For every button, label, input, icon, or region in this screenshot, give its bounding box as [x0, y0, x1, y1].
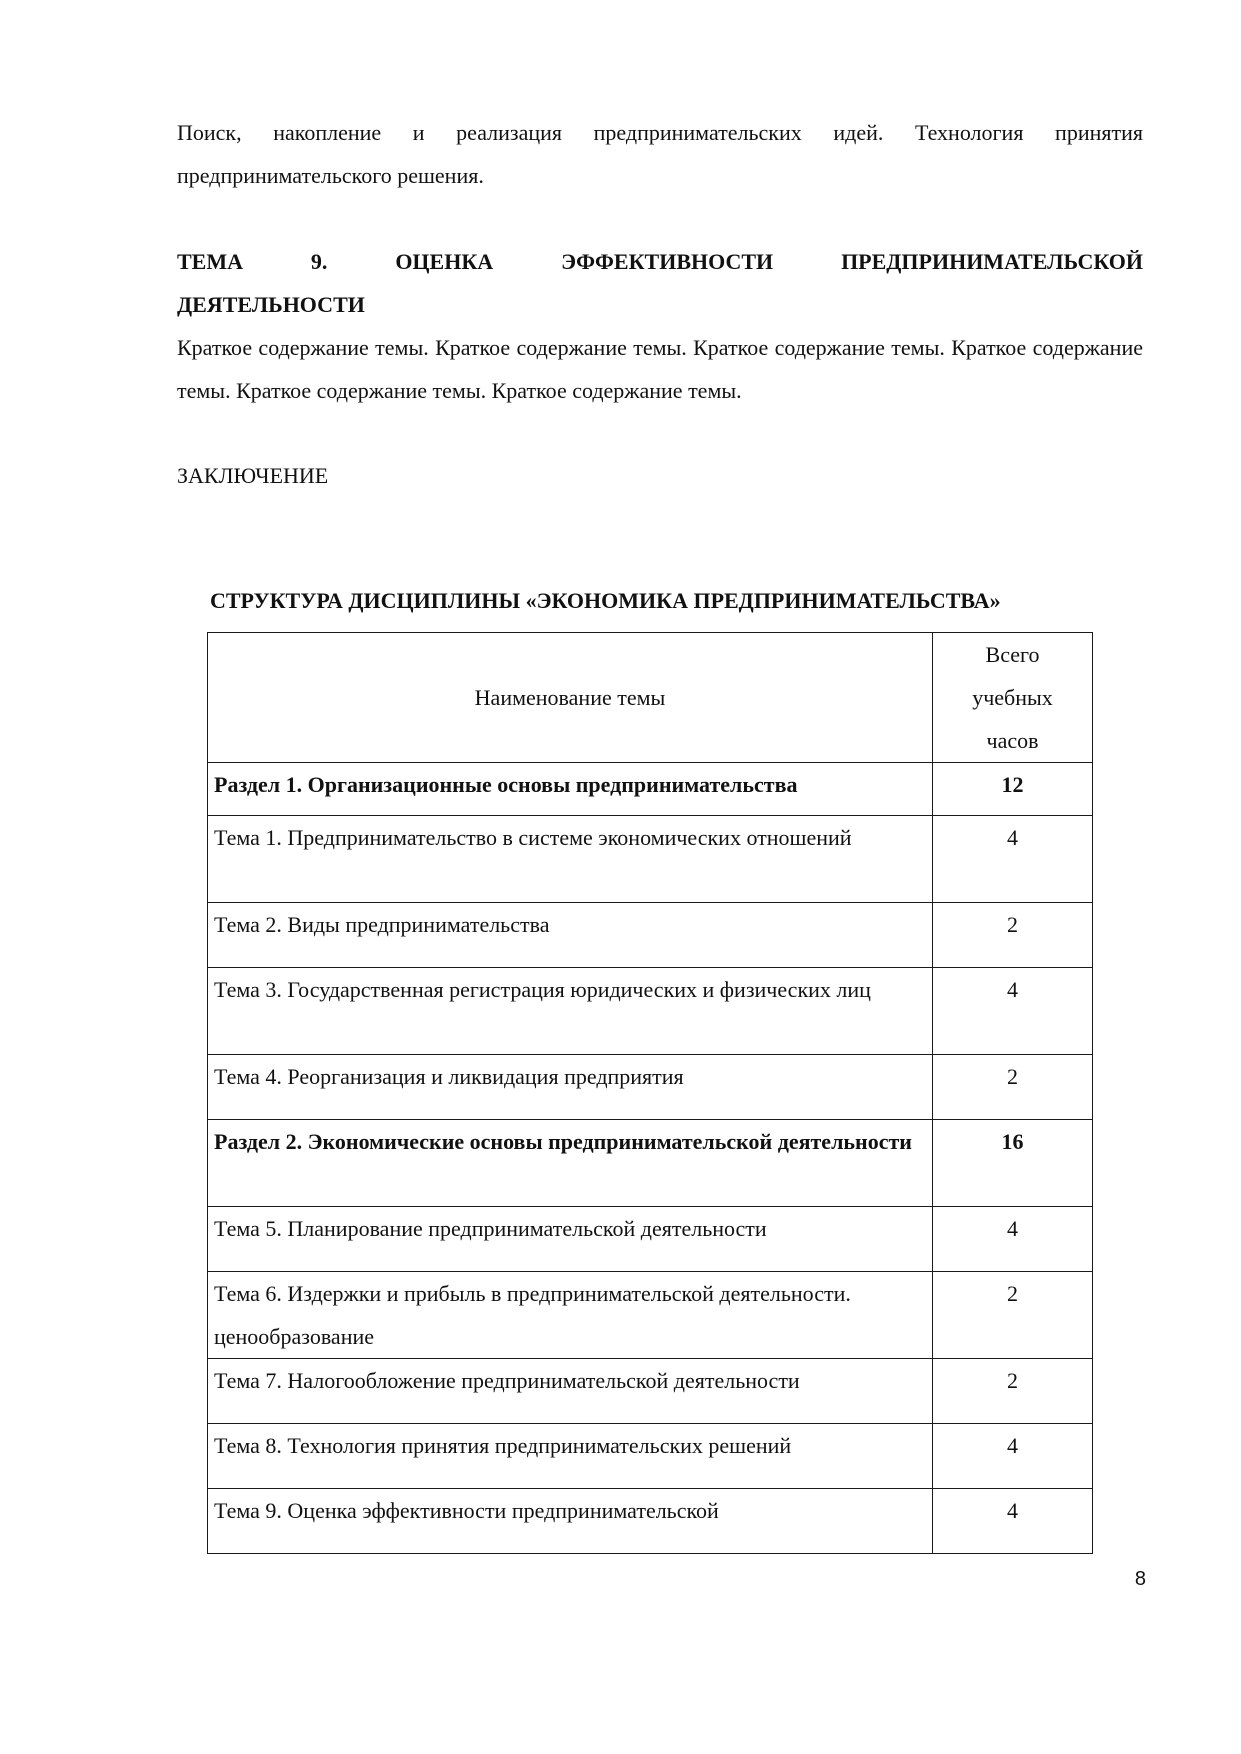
- row-name: Тема 2. Виды предпринимательства: [208, 903, 933, 968]
- row-hours: 4: [933, 1489, 1093, 1554]
- table-row-topic-7: [208, 1359, 1093, 1424]
- table-header-row: [208, 633, 1093, 763]
- table-row-section-1: [208, 763, 1093, 816]
- header-hours-line2: учебных: [972, 685, 1053, 710]
- row-name: Тема 3. Государственная регистрация юридических и физических лиц: [208, 968, 933, 1055]
- row-name: Раздел 2. Экономические основы предпринимательской деятельности: [208, 1120, 933, 1207]
- row-hours: 2: [933, 1272, 1093, 1359]
- row-name: Раздел 1. Организационные основы предпринимательства: [208, 763, 933, 816]
- row-name: Тема 1. Предпринимательство в системе экономических отношений: [208, 816, 933, 903]
- table-row-section-2: [208, 1120, 1093, 1207]
- header-hours-line1: Всего: [985, 642, 1040, 667]
- row-hours: 4: [933, 1207, 1093, 1272]
- row-name: Тема 8. Технология принятия предпринимательских решений: [208, 1424, 933, 1489]
- topic-9-summary: Краткое содержание темы. Краткое содержание темы. Краткое содержание темы. Краткое содержание темы. Краткое содержание темы. Краткое содержание темы.: [177, 335, 1143, 403]
- structure-table: [207, 632, 1093, 1554]
- header-hours-line3: часов: [986, 728, 1039, 753]
- row-name: Тема 5. Планирование предпринимательской деятельности: [208, 1207, 933, 1272]
- row-hours: 4: [933, 968, 1093, 1055]
- header-total-hours: [933, 633, 1093, 763]
- row-hours: 2: [933, 903, 1093, 968]
- row-hours: 4: [933, 816, 1093, 903]
- table-row-topic-3: [208, 968, 1093, 1055]
- page-number: 8: [1134, 1568, 1146, 1590]
- topic-9-heading: [177, 240, 1143, 326]
- header-topic-name: Наименование темы: [208, 633, 933, 763]
- table-row-topic-1: [208, 816, 1093, 903]
- row-name: Тема 9. Оценка эффективности предпринимательской: [208, 1489, 933, 1554]
- topic-9-heading-line1: ТЕМА 9. ОЦЕНКА ЭФФЕКТИВНОСТИ ПРЕДПРИНИМАТЕЛЬСКОЙ: [177, 249, 1143, 274]
- table-row-topic-8: [208, 1424, 1093, 1489]
- table-row-topic-5: [208, 1207, 1093, 1272]
- table-row-topic-9: [208, 1489, 1093, 1554]
- topic-9-heading-line2: ДЕЯТЕЛЬНОСТИ: [177, 292, 365, 317]
- row-name: Тема 4. Реорганизация и ликвидация предприятия: [208, 1055, 933, 1120]
- table-row-topic-2: [208, 903, 1093, 968]
- table-row-topic-4: [208, 1055, 1093, 1120]
- row-name: Тема 7. Налогообложение предпринимательской деятельности: [208, 1359, 933, 1424]
- row-hours: 2: [933, 1055, 1093, 1120]
- conclusion-heading: ЗАКЛЮЧЕНИЕ: [177, 463, 329, 488]
- row-hours: 12: [933, 763, 1093, 816]
- row-hours: 2: [933, 1359, 1093, 1424]
- structure-table-title: СТРУКТУРА ДИСЦИПЛИНЫ «ЭКОНОМИКА ПРЕДПРИНИМАТЕЛЬСТВА»: [210, 588, 1001, 613]
- table-row-topic-6: [208, 1272, 1093, 1359]
- row-hours: 4: [933, 1424, 1093, 1489]
- row-hours: 16: [933, 1120, 1093, 1207]
- intro-paragraph: Поиск, накопление и реализация предпринимательских идей. Технология принятия предпринимательского решения.: [177, 120, 1143, 188]
- row-name: Тема 6. Издержки и прибыль в предпринимательской деятельности. ценообразование: [208, 1272, 933, 1359]
